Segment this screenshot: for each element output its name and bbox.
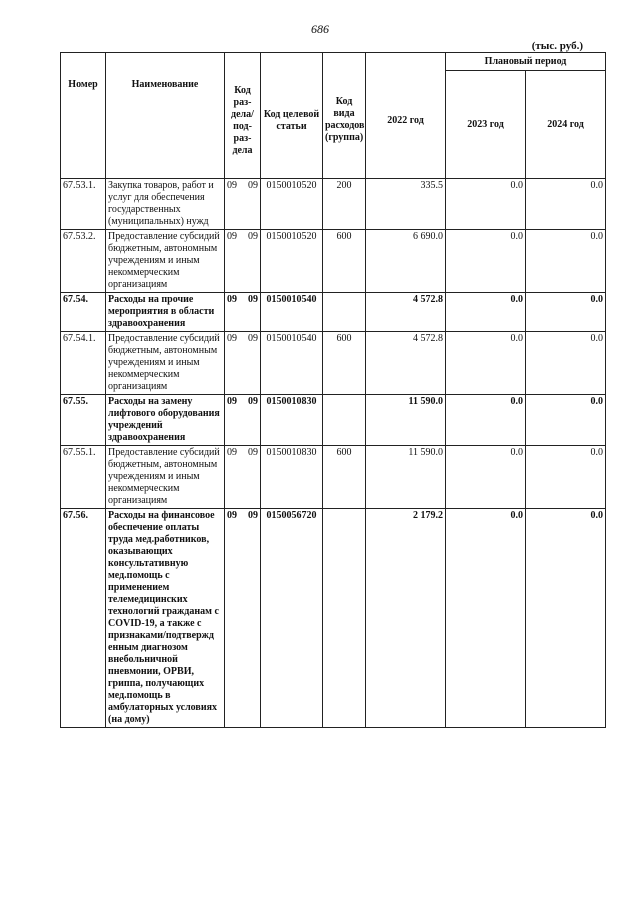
row-section: 09 xyxy=(227,396,237,407)
header-year-2022: 2022 год xyxy=(366,53,446,179)
row-value-2022: 4 572.8 xyxy=(366,332,446,395)
row-subsection: 09 xyxy=(248,180,258,191)
row-number: 67.55. xyxy=(61,395,106,446)
row-number: 67.54.1. xyxy=(61,332,106,395)
row-section-code xyxy=(225,230,261,293)
row-value-2023: 0.0 xyxy=(446,293,526,332)
row-value-2022: 4 572.8 xyxy=(366,293,446,332)
row-target-code: 0150010830 xyxy=(261,395,323,446)
table-row xyxy=(61,332,606,395)
row-target-code: 0150010830 xyxy=(261,446,323,509)
header-row xyxy=(61,53,606,71)
row-value-2023: 0.0 xyxy=(446,332,526,395)
row-value-2023: 0.0 xyxy=(446,230,526,293)
row-section: 09 xyxy=(227,180,237,191)
header-year-2024: 2024 год xyxy=(526,71,606,179)
row-value-2023: 0.0 xyxy=(446,509,526,728)
table-body xyxy=(61,179,606,728)
row-number: 67.54. xyxy=(61,293,106,332)
row-section: 09 xyxy=(227,510,237,521)
row-subsection: 09 xyxy=(248,396,258,407)
row-value-2024: 0.0 xyxy=(526,446,606,509)
row-expense-type-code xyxy=(323,509,366,728)
page-number: 686 xyxy=(311,22,329,36)
row-target-code: 0150010520 xyxy=(261,230,323,293)
table-row xyxy=(61,446,606,509)
table-row xyxy=(61,179,606,230)
row-value-2023: 0.0 xyxy=(446,179,526,230)
header-expense-type-code: Код вида расходов (группа) xyxy=(323,53,366,179)
header-target-code: Код целевой статьи xyxy=(261,53,323,179)
units-label: (тыс. руб.) xyxy=(531,40,583,52)
row-number: 67.53.2. xyxy=(61,230,106,293)
row-value-2023: 0.0 xyxy=(446,395,526,446)
row-value-2022: 2 179.2 xyxy=(366,509,446,728)
row-expense-type-code: 200 xyxy=(323,179,366,230)
row-subsection: 09 xyxy=(248,231,258,242)
row-value-2023: 0.0 xyxy=(446,446,526,509)
row-value-2022: 6 690.0 xyxy=(366,230,446,293)
row-section: 09 xyxy=(227,333,237,344)
table-row xyxy=(61,395,606,446)
row-section-code xyxy=(225,509,261,728)
header-planning-period: Плановый период xyxy=(446,53,606,71)
row-value-2024: 0.0 xyxy=(526,230,606,293)
row-target-code: 0150010540 xyxy=(261,332,323,395)
row-subsection: 09 xyxy=(248,294,258,305)
header-section-code: Код раз-дела/ под-раз-дела xyxy=(225,53,261,179)
row-section-code xyxy=(225,179,261,230)
row-section-code xyxy=(225,293,261,332)
row-number: 67.56. xyxy=(61,509,106,728)
row-number: 67.53.1. xyxy=(61,179,106,230)
row-name: Расходы на замену лифтового оборудования учреждений здравоохранения xyxy=(106,395,225,446)
row-expense-type-code: 600 xyxy=(323,446,366,509)
row-name: Расходы на финансовое обеспечение оплаты труда мед.работников, оказывающих консультативную мед.помощь с применением телемедицинских технологий гражданам с COVID-19, а также с признаками/подтвержд енным диагнозом внебольничной пневмонии, ОРВИ, гриппа, получающих мед.помощь в амбулаторных условиях (на дому) xyxy=(106,509,225,728)
row-value-2024: 0.0 xyxy=(526,509,606,728)
table-row xyxy=(61,509,606,728)
row-value-2022: 11 590.0 xyxy=(366,446,446,509)
row-target-code: 0150056720 xyxy=(261,509,323,728)
row-name: Предоставление субсидий бюджетным, автономным учреждениям и иным некоммерческим организациям xyxy=(106,446,225,509)
header-number: Номер xyxy=(61,53,106,179)
row-name: Закупка товаров, работ и услуг для обеспечения государственных (муниципальных) нужд xyxy=(106,179,225,230)
row-subsection: 09 xyxy=(248,447,258,458)
row-value-2022: 335.5 xyxy=(366,179,446,230)
header-name: Наименование xyxy=(106,53,225,179)
row-value-2024: 0.0 xyxy=(526,179,606,230)
row-section-code xyxy=(225,395,261,446)
row-expense-type-code xyxy=(323,395,366,446)
row-subsection: 09 xyxy=(248,333,258,344)
row-subsection: 09 xyxy=(248,510,258,521)
row-value-2024: 0.0 xyxy=(526,395,606,446)
table-row xyxy=(61,293,606,332)
row-number: 67.55.1. xyxy=(61,446,106,509)
row-section: 09 xyxy=(227,294,237,305)
row-target-code: 0150010540 xyxy=(261,293,323,332)
row-name: Предоставление субсидий бюджетным, автономным учреждениям и иным некоммерческим организациям xyxy=(106,332,225,395)
row-value-2022: 11 590.0 xyxy=(366,395,446,446)
row-expense-type-code: 600 xyxy=(323,230,366,293)
budget-table xyxy=(60,52,606,728)
row-section: 09 xyxy=(227,447,237,458)
row-expense-type-code xyxy=(323,293,366,332)
row-section-code xyxy=(225,332,261,395)
row-section: 09 xyxy=(227,231,237,242)
row-name: Предоставление субсидий бюджетным, автономным учреждениям и иным некоммерческим организациям xyxy=(106,230,225,293)
table-row xyxy=(61,230,606,293)
row-target-code: 0150010520 xyxy=(261,179,323,230)
row-expense-type-code: 600 xyxy=(323,332,366,395)
header-year-2023: 2023 год xyxy=(446,71,526,179)
row-section-code xyxy=(225,446,261,509)
row-value-2024: 0.0 xyxy=(526,293,606,332)
row-name: Расходы на прочие мероприятия в области здравоохранения xyxy=(106,293,225,332)
row-value-2024: 0.0 xyxy=(526,332,606,395)
